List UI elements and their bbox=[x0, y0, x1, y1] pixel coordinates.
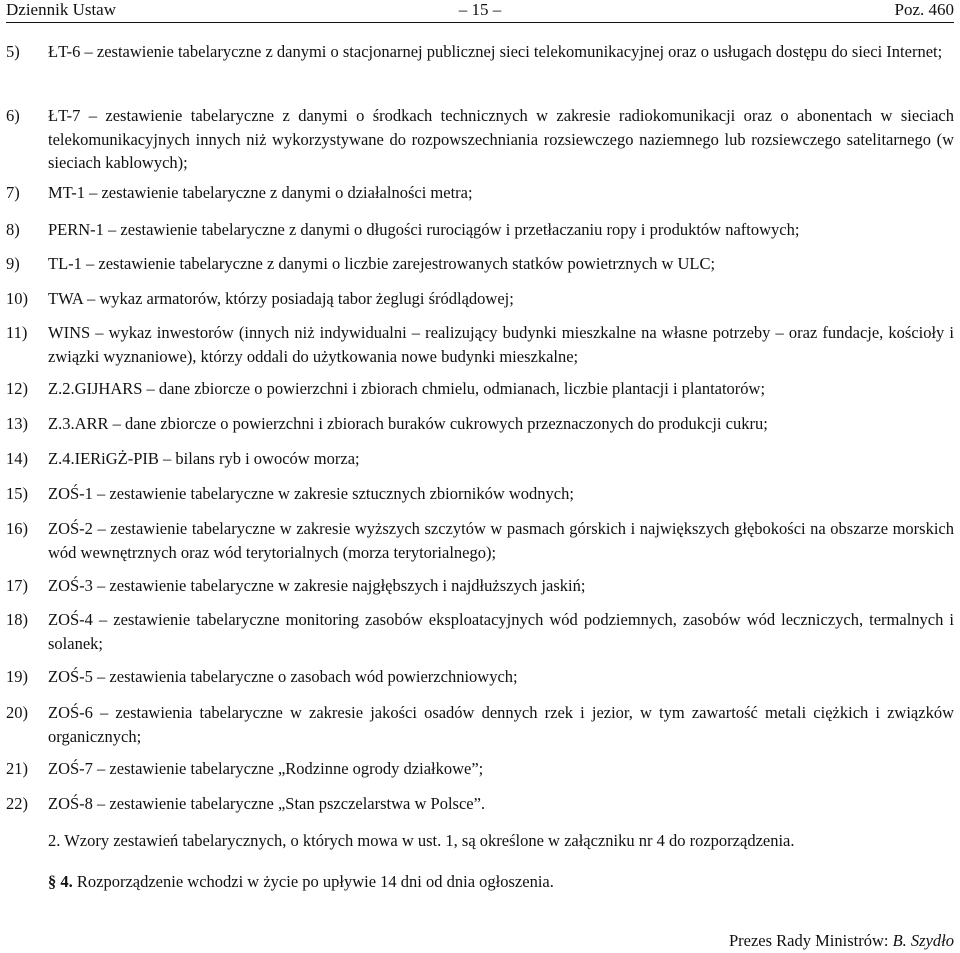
list-item-number: 14) bbox=[6, 449, 28, 468]
list-item bbox=[6, 792, 954, 816]
list-item-number: 22) bbox=[6, 794, 28, 813]
list-item-text: Z.4.IERiGŻ-PIB – bilans ryb i owoców morza; bbox=[48, 449, 360, 468]
list-item-text: PERN-1 – zestawienie tabelaryczne z danymi o długości rurociągów i przetłaczaniu ropy i produktów naftowych; bbox=[48, 220, 800, 239]
paragraph-2: 2. Wzory zestawień tabelarycznych, o których mowa w ust. 1, są określone w załączniku nr 4 do rozporządzenia. bbox=[48, 831, 795, 850]
page-header bbox=[6, 0, 954, 23]
list-item-text: ZOŚ-4 – zestawienie tabelaryczne monitoring zasobów eksploatacyjnych wód podziemnych, zasobów wód leczniczych, termalnych i solanek; bbox=[48, 610, 954, 653]
signature-block bbox=[729, 929, 954, 953]
list-item-number: 16) bbox=[6, 519, 28, 538]
list-item-number: 18) bbox=[6, 610, 28, 629]
section-number: § 4. bbox=[48, 872, 73, 891]
list-item-text: Z.3.ARR – dane zbiorcze o powierzchni i zbiorach buraków cukrowych przeznaczonych do produkcji cukru; bbox=[48, 414, 768, 433]
list-item bbox=[6, 40, 954, 64]
list-item bbox=[6, 412, 954, 436]
list-item-number: 13) bbox=[6, 414, 28, 433]
list-item bbox=[6, 757, 954, 781]
list-item bbox=[6, 218, 954, 242]
signature-name: B. Szydło bbox=[892, 931, 954, 950]
signature-role: Prezes Rady Ministrów: bbox=[728, 931, 889, 950]
list-item bbox=[6, 252, 954, 276]
list-item-text: ZOŚ-8 – zestawienie tabelaryczne „Stan pszczelarstwa w Polsce”. bbox=[48, 794, 486, 813]
list-item bbox=[6, 574, 954, 598]
list-item-text: ŁT-7 – zestawienie tabelaryczne z danymi o środkach technicznych w zakresie radiokomunikacji oraz o abonentach w sieciach telekomunikacyjnych innych niż wykorzystywane do rozpowszechniania rozsiewczego naziemnego lub rozsiewczego satelitarnego (w sieciach kablowych); bbox=[48, 106, 954, 172]
list-item-number: 6) bbox=[6, 106, 20, 125]
list-item bbox=[6, 181, 954, 205]
list-item-text: ZOŚ-6 – zestawienia tabelaryczne w zakresie jakości osadów dennych rzek i jezior, w tym zawartość metali ciężkich i związków organicznych; bbox=[48, 703, 954, 746]
list-item bbox=[6, 482, 954, 506]
list-item-number: 17) bbox=[6, 576, 28, 595]
list-item-number: 7) bbox=[6, 183, 20, 202]
section-4 bbox=[48, 870, 554, 894]
list-item-text: WINS – wykaz inwestorów (innych niż indywidualni – realizujący budynki mieszkalne na własne potrzeby – oraz fundacje, kościoły i związki wyznaniowe), którzy oddali do użytkowania nowe budynki mieszkalne; bbox=[48, 323, 954, 366]
list-item bbox=[6, 447, 954, 471]
list-item bbox=[6, 608, 954, 655]
list-item bbox=[6, 701, 954, 748]
list-item-text: Z.2.GIJHARS – dane zbiorcze o powierzchni i zbiorach chmielu, odmianach, liczbie plantacji i plantatorów; bbox=[48, 379, 766, 398]
list-item bbox=[6, 104, 954, 175]
list-item-number: 19) bbox=[6, 667, 28, 686]
list-item-number: 9) bbox=[6, 254, 20, 273]
list-item-number: 5) bbox=[6, 42, 20, 61]
list-item-number: 11) bbox=[6, 323, 28, 342]
journal-title: Dziennik Ustaw bbox=[6, 0, 117, 19]
list-item bbox=[6, 517, 954, 564]
list-item-number: 20) bbox=[6, 703, 28, 722]
list-item-text: MT-1 – zestawienie tabelaryczne z danymi o działalności metra; bbox=[48, 183, 473, 202]
list-item-number: 15) bbox=[6, 484, 28, 503]
list-item-number: 10) bbox=[6, 289, 28, 308]
list-item-text: ŁT-6 – zestawienie tabelaryczne z danymi o stacjonarnej publicznej sieci telekomunikacyjnej oraz o usługach dostępu do sieci Internet; bbox=[48, 42, 943, 61]
list-item bbox=[6, 377, 954, 401]
position-number: Poz. 460 bbox=[894, 0, 954, 19]
list-item bbox=[6, 321, 954, 368]
list-item bbox=[6, 665, 954, 689]
list-item-text: ZOŚ-5 – zestawienia tabelaryczne o zasobach wód powierzchniowych; bbox=[48, 667, 518, 686]
list-item-number: 21) bbox=[6, 759, 28, 778]
list-item-text: ZOŚ-1 – zestawienie tabelaryczne w zakresie sztucznych zbiorników wodnych; bbox=[48, 484, 574, 503]
list-item-text: ZOŚ-2 – zestawienie tabelaryczne w zakresie wyższych szczytów w pasmach górskich i największych głębokości na obszarze morskich wód wewnętrznych oraz wód terytorialnych (morza terytorialnego); bbox=[48, 519, 954, 562]
section-text: Rozporządzenie wchodzi w życie po upływie 14 dni od dnia ogłoszenia. bbox=[76, 872, 554, 891]
list-item-text: ZOŚ-7 – zestawienie tabelaryczne „Rodzinne ogrody działkowe”; bbox=[48, 759, 484, 778]
list-item-text: ZOŚ-3 – zestawienie tabelaryczne w zakresie najgłębszych i najdłuższych jaskiń; bbox=[48, 576, 586, 595]
list-item-text: TWA – wykaz armatorów, którzy posiadają tabor żeglugi śródlądowej; bbox=[48, 289, 514, 308]
list-item bbox=[6, 287, 954, 311]
page-number: – 15 – bbox=[458, 0, 502, 19]
list-item-text: TL-1 – zestawienie tabelaryczne z danymi o liczbie zarejestrowanych statków powietrznych w ULC; bbox=[48, 254, 716, 273]
list-item-number: 12) bbox=[6, 379, 28, 398]
list-item-number: 8) bbox=[6, 220, 20, 239]
